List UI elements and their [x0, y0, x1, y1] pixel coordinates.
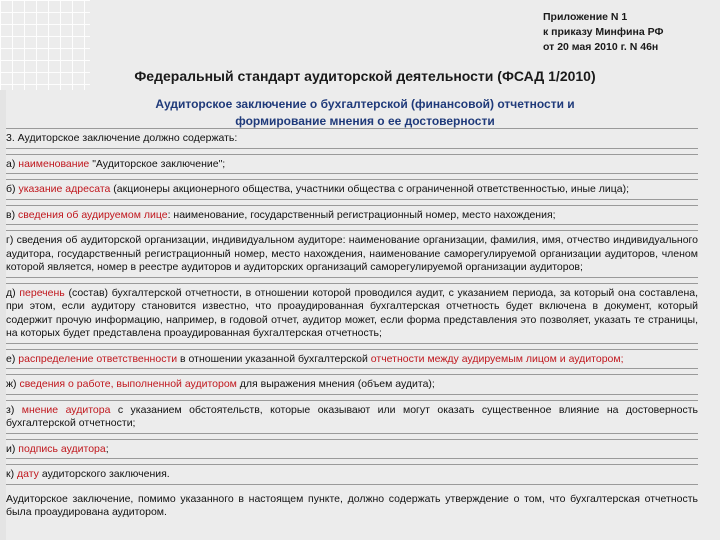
list-item-i: [6, 439, 698, 460]
item-text: : наименование, государственный регистрационный номер, место нахождения;: [167, 208, 556, 221]
item-prefix: д): [6, 286, 20, 299]
item-highlight: перечень: [19, 286, 65, 299]
page-subtitle: [60, 96, 670, 130]
item-highlight: подпись аудитора: [18, 442, 106, 455]
list-item-v: [6, 205, 698, 226]
list-item-zh: [6, 374, 698, 395]
list-intro: 3. Аудиторское заключение должно содержать:: [6, 128, 698, 149]
list-item-d: [6, 283, 698, 344]
item-prefix: а): [6, 157, 19, 170]
list-item-k: [6, 464, 698, 485]
item-prefix: б): [6, 183, 19, 195]
appendix-line-3: от 20 мая 2010 г. N 46н: [543, 41, 659, 53]
item-text: (акционеры акционерного общества, участники общества с ограниченной ответственностью, иные лица);: [110, 183, 630, 195]
item-text: для выражения мнения (объем аудита);: [236, 378, 435, 390]
subtitle-line-1: Аудиторское заключение о бухгалтерской (финансовой) отчетности и: [155, 97, 575, 111]
list-item-g: г) сведения об аудиторской организации, индивидуальном аудиторе: наименование организации, фамилия, имя, отчество индивидуального аудитора, государственный регистрационный номер, место нахождения, наименование саморегулируемой организации аудиторов, членом которой является, номер в реестре аудиторов и аудиторских организаций саморегулируемой организации аудиторов;: [6, 230, 698, 278]
closing-paragraph: Аудиторское заключение, помимо указанного в настоящем пункте, должно содержать утверждение о том, что бухгалтерская отчетность была проаудирована аудитором.: [6, 492, 698, 518]
item-text: ;: [105, 442, 109, 455]
appendix-reference: [543, 10, 713, 55]
requirements-list: [6, 128, 698, 520]
item-highlight: сведения об аудируемом лице: [18, 208, 168, 221]
item-highlight-2: отчетности между аудируемым лицом и аудитором;: [370, 352, 624, 365]
list-item-a: [6, 154, 698, 175]
item-prefix: е): [6, 352, 19, 365]
page-title: Федеральный стандарт аудиторской деятельности (ФСАД 1/2010): [134, 68, 596, 84]
appendix-line-1: Приложение N 1: [543, 11, 628, 23]
item-prefix: ж): [6, 378, 20, 390]
item-text: аудиторского заключения.: [38, 468, 170, 480]
item-text: (состав) бухгалтерской отчетности, в отношении которой проводился аудит, с указанием периода, за который она составлена, при этом, если аудитору становится известно, что проаудированная бухгалтерская отчетность будет включена в документ, который содержит прочую информацию, например, в годовой отчет, аудитор может, если форма представления это позволяет, указать те страницы, на которых будет представлена проаудированная бухгалтерская отчетность;: [6, 286, 698, 339]
item-highlight: дату: [17, 468, 39, 480]
item-text: с указанием обстоятельств, которые оказывают или могут оказать существенное влияние на достоверность бухгалтерской отчетности;: [6, 403, 698, 429]
item-prefix: в): [6, 208, 18, 221]
subtitle-line-2: формирование мнения о ее достоверности: [235, 114, 495, 128]
list-item-b: [6, 179, 698, 200]
item-text: "Аудиторское заключение";: [89, 157, 226, 170]
list-item-z: [6, 400, 698, 434]
item-highlight: распределение ответственности: [18, 352, 178, 365]
item-prefix: к): [6, 468, 18, 480]
item-highlight: указание адресата: [18, 183, 111, 195]
item-highlight: наименование: [18, 157, 90, 170]
appendix-line-2: к приказу Минфина РФ: [543, 26, 664, 38]
item-highlight: сведения о работе, выполненной аудитором: [19, 378, 237, 390]
item-text: в отношении указанной бухгалтерской: [177, 352, 371, 365]
item-highlight: мнение аудитора: [21, 403, 111, 416]
item-prefix: з): [6, 403, 22, 416]
list-item-e: [6, 349, 698, 370]
item-prefix: и): [6, 442, 19, 455]
